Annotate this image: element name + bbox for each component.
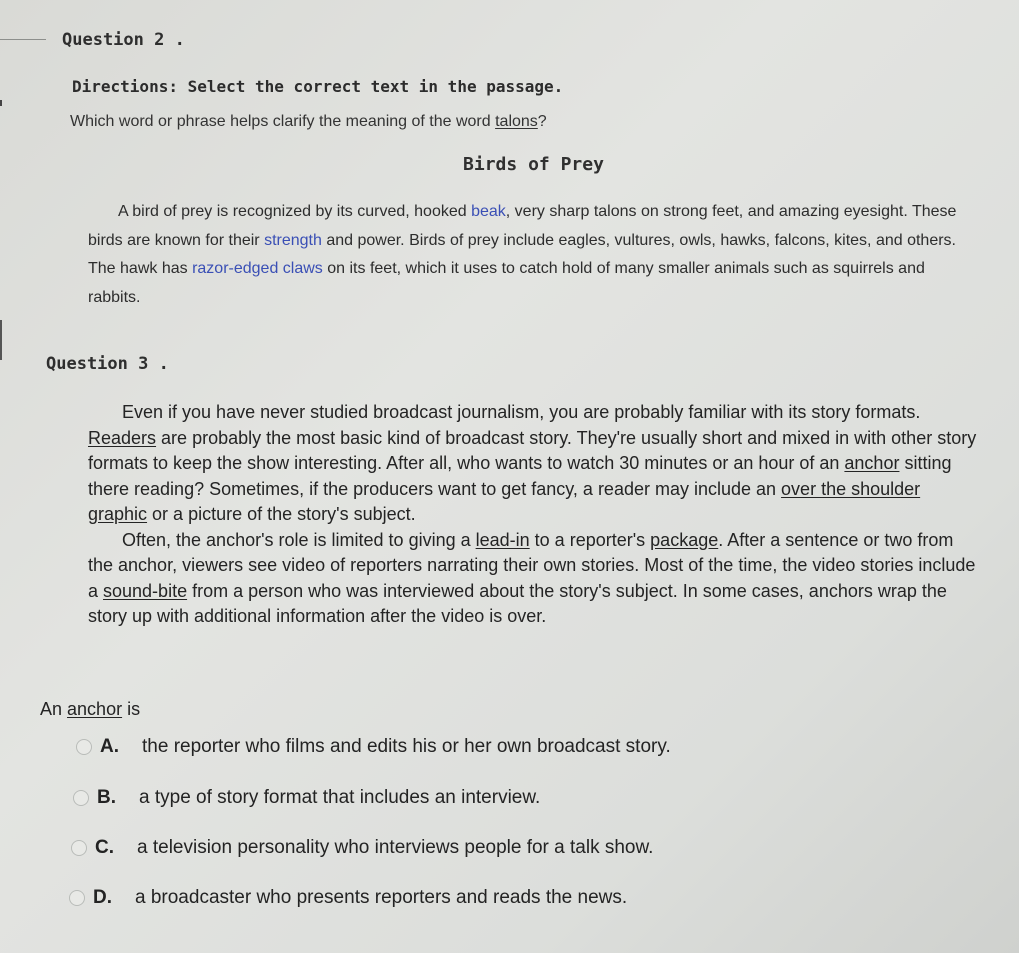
- radio-button[interactable]: [76, 739, 92, 755]
- passage-text: sitting there reading? Sometimes, if the producers want to get fancy, a reader may include an: [88, 453, 952, 499]
- edge-mark: [0, 100, 2, 106]
- passage-text: to a reporter's: [529, 529, 651, 550]
- selectable-beak[interactable]: beak: [471, 203, 506, 220]
- birds-passage: [88, 198, 980, 312]
- passage-text: on its feet, which it uses to catch hold of many smaller animals such as squirrels and rabbits.: [88, 260, 925, 306]
- selectable-razor-edged[interactable]: razor-edged: [192, 260, 279, 277]
- edge-mark: [0, 320, 2, 360]
- radio-button[interactable]: [71, 840, 87, 856]
- term-over-the-shoulder-graphic: over the shoulder graphic: [88, 478, 921, 524]
- passage-text: , very sharp talons on strong feet, and amazing eyesight. These birds are known for their: [88, 203, 957, 249]
- prompt-keyword: talons: [495, 113, 538, 130]
- option-letter: B.: [97, 787, 116, 808]
- radio-button[interactable]: [69, 890, 85, 906]
- term-readers: Readers: [88, 427, 157, 448]
- prompt-text-end: ?: [537, 113, 547, 130]
- option-letter: D.: [93, 887, 112, 908]
- option-letter: C.: [95, 837, 114, 858]
- selectable-strength[interactable]: strength: [264, 231, 322, 249]
- option-text: the reporter who films and edits his or her own broadcast story.: [142, 736, 671, 757]
- selectable-claws[interactable]: claws: [282, 260, 323, 277]
- term-lead-in: lead-in: [475, 529, 530, 550]
- answer-option-a[interactable]: [76, 736, 671, 758]
- passage-text: and power. Birds of prey include eagles, vultures, owls, hawks, falcons, kites, and others. The hawk has: [88, 231, 956, 277]
- question-3-title: Question 3 .: [46, 354, 169, 374]
- term-sound-bite: sound-bite: [103, 580, 188, 601]
- passage-text: or a picture of the story's subject.: [147, 504, 416, 524]
- stem-text: An: [40, 699, 68, 719]
- passage-text: from a person who was interviewed about the story's subject. In some cases, anchors wrap the story up with additional information after the video is over.: [88, 580, 947, 626]
- term-package: package: [650, 529, 719, 550]
- answer-option-b[interactable]: [73, 787, 540, 809]
- broadcast-passage: [88, 400, 981, 630]
- passage-title: Birds of Prey: [463, 154, 604, 175]
- option-text: a television personality who interviews people for a talk show.: [137, 837, 654, 858]
- radio-button[interactable]: [73, 790, 89, 806]
- directions: Directions: Select the correct text in the passage.: [72, 77, 564, 96]
- stem-text-end: is: [122, 699, 141, 719]
- option-text: a type of story format that includes an interview.: [139, 787, 541, 808]
- passage-text: . After a sentence or two from the anchor, viewers see video of reporters narrating their own stories. Most of the time, the video stories include a: [88, 529, 976, 601]
- answer-option-c[interactable]: [71, 837, 653, 859]
- option-text: a broadcaster who presents reporters and reads the news.: [135, 887, 628, 908]
- passage-text: A bird of prey is recognized by its curved, hooked: [118, 203, 472, 220]
- question-2-title: Question 2 .: [62, 30, 185, 50]
- passage-paragraph-2: [88, 528, 981, 630]
- question-prompt: [70, 113, 547, 131]
- question-stem: [40, 699, 140, 720]
- term-anchor: anchor: [844, 453, 900, 473]
- option-letter: A.: [100, 736, 119, 757]
- passage-text: Often, the anchor's role is limited to giving a: [122, 529, 476, 550]
- passage-paragraph-1: [88, 400, 981, 528]
- prompt-text: Which word or phrase helps clarify the meaning of the word: [70, 113, 496, 130]
- edge-divider: [0, 39, 46, 40]
- answer-option-d[interactable]: [69, 887, 627, 909]
- passage-text: Even if you have never studied broadcast journalism, you are probably familiar with its story formats.: [122, 402, 921, 422]
- stem-keyword: anchor: [67, 699, 123, 719]
- passage-text: are probably the most basic kind of broadcast story. They're usually short and mixed in with other story formats to keep the show interesting. After all, who wants to watch 30 minutes or an hour of an: [88, 427, 977, 473]
